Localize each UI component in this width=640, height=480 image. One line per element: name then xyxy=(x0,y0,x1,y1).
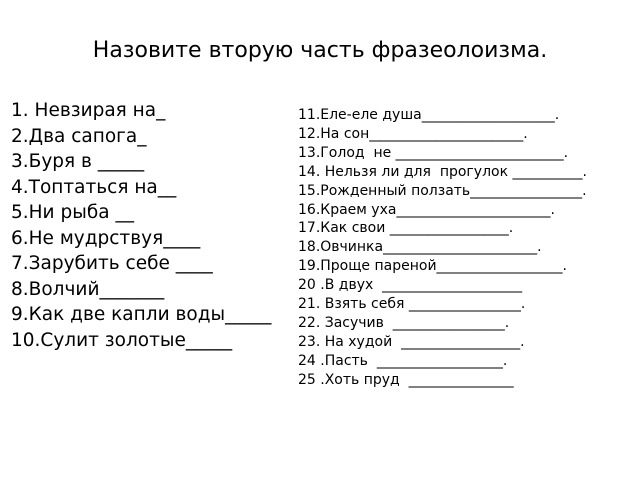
list-item: 3.Буря в _____ xyxy=(11,151,145,172)
list-item: 8.Волчий_______ xyxy=(11,278,165,300)
list-item: 9.Как две капли воды_____ xyxy=(11,304,272,325)
list-item: 5.Ни рыба __ xyxy=(11,202,134,223)
list-item: 19.Проще пареной__________________. xyxy=(298,258,567,275)
list-item: 4.Топтаться на__ xyxy=(11,176,177,198)
list-item: 18.Овчинка______________________. xyxy=(298,239,542,256)
list-item: 16.Краем уха______________________. xyxy=(298,201,555,218)
list-item: 15.Рожденный ползать________________. xyxy=(298,182,587,199)
list-item: 2.Два сапога_ xyxy=(11,125,147,147)
list-item: 12.На сон______________________. xyxy=(298,125,528,142)
list-item: 13.Голод не ________________________. xyxy=(298,144,569,161)
list-item: 17.Как свои _________________. xyxy=(298,220,514,237)
list-item: 24 .Пасть __________________. xyxy=(298,352,508,369)
list-item: 10.Сулит золотые_____ xyxy=(11,329,233,351)
list-item: 11.Еле-еле душа___________________. xyxy=(298,107,560,123)
list-item: 23. На худой _________________. xyxy=(298,333,525,350)
list-item: 7.Зарубить себе ____ xyxy=(11,253,213,274)
list-item: 14. Нельзя ли для прогулок __________. xyxy=(298,163,587,180)
list-item: 20 .В двух ____________________ xyxy=(298,277,523,294)
list-item: 25 .Хоть пруд _______________ xyxy=(298,371,514,388)
list-item: 1. Невзирая на_ xyxy=(11,100,166,121)
list-item: 6.Не мудрствуя____ xyxy=(11,227,201,249)
left-phrase-list xyxy=(11,98,273,353)
list-item: 21. Взять себя ________________. xyxy=(298,296,526,313)
page-title: Назовите вторую часть фразеолоизма. xyxy=(92,38,548,63)
right-phrase-list xyxy=(298,106,634,390)
list-item: 22. Засучив ________________. xyxy=(298,314,510,331)
